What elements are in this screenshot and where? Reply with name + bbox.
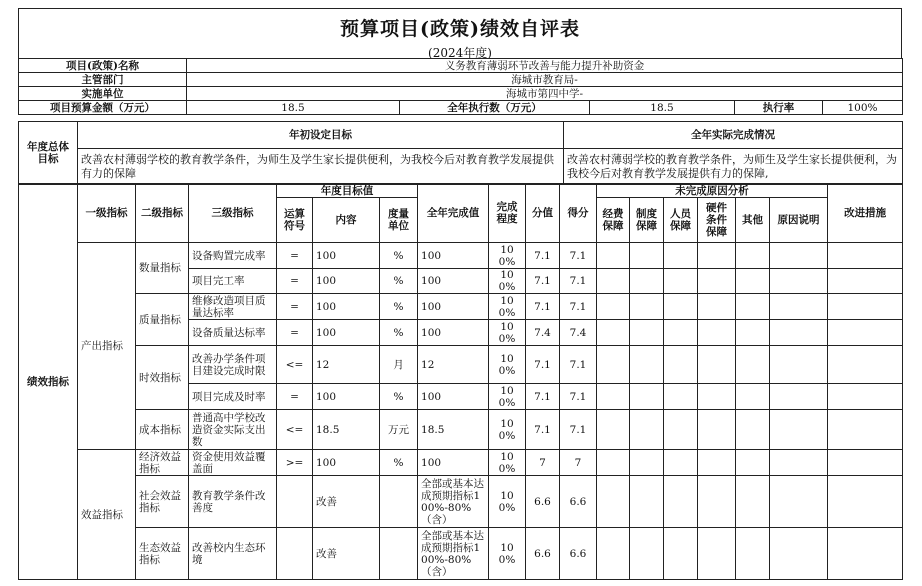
hdr-reason-group: 未完成原因分析: [597, 184, 828, 198]
reason-cell: [630, 476, 664, 528]
reason-cell: [736, 384, 770, 410]
l3-cell: 教育教学条件改善度: [189, 476, 277, 528]
reason-cell: [630, 243, 664, 269]
improve-cell: [828, 384, 903, 410]
reason-cell: [597, 450, 630, 476]
op-cell: [277, 476, 313, 528]
annual-cell: 100: [418, 450, 489, 476]
improve-cell: [828, 294, 903, 320]
reason-cell: [597, 476, 630, 528]
l3-cell: 改善校内生态环境: [189, 528, 277, 580]
unit-cell: [380, 528, 418, 580]
unit-cell: %: [380, 450, 418, 476]
table-row: [19, 294, 903, 320]
l3-cell: 设备购置完成率: [189, 243, 277, 269]
score-cell: 7.1: [560, 294, 597, 320]
reason-cell: [770, 269, 828, 294]
op-cell: =: [277, 384, 313, 410]
degree-cell: 100%: [489, 294, 526, 320]
goal-header-row: [19, 122, 903, 149]
reason-cell: [597, 384, 630, 410]
improve-cell: [828, 450, 903, 476]
l2-quality: 质量指标: [136, 294, 189, 346]
reason-cell: [630, 294, 664, 320]
table-row: [19, 528, 903, 580]
reason-cell: [630, 320, 664, 346]
degree-cell: 100%: [489, 320, 526, 346]
unit-label: 实施单位: [19, 87, 187, 101]
l3-cell: 资金使用效益覆盖面: [189, 450, 277, 476]
hdr-degree: 完成程度: [489, 184, 526, 243]
reason-cell: [630, 450, 664, 476]
reason-cell: [770, 294, 828, 320]
goal-text-row: [19, 149, 903, 185]
reason-cell: [597, 320, 630, 346]
improve-cell: [828, 243, 903, 269]
reason-cell: [630, 346, 664, 384]
score-cell: 6.6: [560, 528, 597, 580]
degree-cell: 100%: [489, 269, 526, 294]
score-cell: 7.1: [560, 269, 597, 294]
unit-value: 海城市第四中学-: [187, 87, 903, 101]
op-cell: =: [277, 320, 313, 346]
annual-cell: 100: [418, 384, 489, 410]
annual-cell: 100: [418, 243, 489, 269]
unit-cell: %: [380, 243, 418, 269]
reason-cell: [736, 450, 770, 476]
reason-cell: [597, 346, 630, 384]
report-year: (2024年度): [428, 46, 492, 60]
degree-cell: 100%: [489, 410, 526, 450]
hdr-l1: 一级指标: [78, 184, 136, 243]
reason-cell: [664, 320, 698, 346]
annual-cell: 18.5: [418, 410, 489, 450]
reason-cell: [736, 476, 770, 528]
hdr-reason-staff: 人员保障: [664, 198, 698, 243]
reason-cell: [698, 320, 736, 346]
rate-value: 100%: [823, 101, 903, 115]
reason-cell: [630, 269, 664, 294]
budget-row: [19, 101, 903, 115]
exec-value: 18.5: [590, 101, 735, 115]
table-row: [19, 476, 903, 528]
l3-cell: 设备质量达标率: [189, 320, 277, 346]
table-row: [19, 346, 903, 384]
unit-cell: %: [380, 269, 418, 294]
l2-economic: 经济效益指标: [136, 450, 189, 476]
reason-cell: [698, 269, 736, 294]
reason-cell: [597, 269, 630, 294]
l2-timeliness: 时效指标: [136, 346, 189, 410]
hdr-reason-funds: 经费保障: [597, 198, 630, 243]
l2-quantity: 数量指标: [136, 243, 189, 294]
weight-cell: 6.6: [526, 476, 560, 528]
l3-cell: 改善办学条件项目建设完成时限: [189, 346, 277, 384]
unit-cell: [380, 476, 418, 528]
goal-initial-label: 年初设定目标: [78, 122, 564, 149]
goal-actual-text: 改善农村薄弱学校的教育教学条件，为师生及学生家长提供便利，为我校今后对教育教学发展提供有力的保障,: [564, 149, 903, 185]
content-cell: 改善: [313, 528, 380, 580]
unit-cell: 万元: [380, 410, 418, 450]
improve-cell: [828, 346, 903, 384]
reason-cell: [698, 384, 736, 410]
reason-cell: [597, 243, 630, 269]
table-row: [19, 410, 903, 450]
reason-cell: [597, 528, 630, 580]
weight-cell: 7.4: [526, 320, 560, 346]
project-label: 项目(政策)名称: [19, 59, 187, 73]
l2-eco: 生态效益指标: [136, 528, 189, 580]
reason-cell: [770, 528, 828, 580]
content-cell: 12: [313, 346, 380, 384]
hdr-score: 得分: [560, 184, 597, 243]
reason-cell: [664, 528, 698, 580]
reason-cell: [664, 450, 698, 476]
dept-value: 海城市教育局-: [187, 73, 903, 87]
reason-cell: [664, 476, 698, 528]
hdr-unit: 度量单位: [380, 198, 418, 243]
reason-cell: [698, 410, 736, 450]
hdr-annual: 全年完成值: [418, 184, 489, 243]
table-row: [19, 450, 903, 476]
improve-cell: [828, 410, 903, 450]
improve-cell: [828, 476, 903, 528]
score-cell: 7: [560, 450, 597, 476]
hdr-op: 运算符号: [277, 198, 313, 243]
improve-cell: [828, 320, 903, 346]
reason-cell: [664, 346, 698, 384]
reason-cell: [698, 294, 736, 320]
annual-cell: 12: [418, 346, 489, 384]
hdr-reason-hardware: 硬件条件保障: [698, 198, 736, 243]
content-cell: 100: [313, 294, 380, 320]
unit-cell: 月: [380, 346, 418, 384]
unit-cell: %: [380, 320, 418, 346]
metrics-header-row-1: [19, 184, 903, 198]
reason-cell: [736, 410, 770, 450]
reason-cell: [770, 450, 828, 476]
op-cell: [277, 528, 313, 580]
weight-cell: 7.1: [526, 384, 560, 410]
metrics-table: [18, 183, 903, 580]
reason-cell: [630, 528, 664, 580]
hdr-weight: 分值: [526, 184, 560, 243]
budget-label: 项目预算金额（万元）: [19, 101, 187, 115]
reason-cell: [770, 346, 828, 384]
goal-initial-text: 改善农村薄弱学校的教育教学条件，为师生及学生家长提供便利，为我校今后对教育教学发展提供有力的保障: [78, 149, 564, 185]
score-cell: 7.1: [560, 243, 597, 269]
annual-cell: 100: [418, 269, 489, 294]
l3-cell: 项目完成及时率: [189, 384, 277, 410]
reason-cell: [770, 320, 828, 346]
info-table: [18, 58, 903, 115]
improve-cell: [828, 528, 903, 580]
degree-cell: 100%: [489, 528, 526, 580]
reason-cell: [664, 243, 698, 269]
goal-actual-label: 全年实际完成情况: [564, 122, 903, 149]
reason-cell: [770, 476, 828, 528]
reason-cell: [770, 243, 828, 269]
reason-cell: [698, 450, 736, 476]
reason-cell: [664, 269, 698, 294]
weight-cell: 7.1: [526, 269, 560, 294]
op-cell: >=: [277, 450, 313, 476]
hdr-target-group: 年度目标值: [277, 184, 418, 198]
annual-cell: 100: [418, 294, 489, 320]
reason-cell: [664, 294, 698, 320]
degree-cell: 100%: [489, 243, 526, 269]
reason-cell: [770, 384, 828, 410]
budget-value: 18.5: [187, 101, 400, 115]
reason-cell: [664, 384, 698, 410]
content-cell: 100: [313, 320, 380, 346]
weight-cell: 7.1: [526, 243, 560, 269]
reason-cell: [597, 410, 630, 450]
reason-cell: [698, 528, 736, 580]
reason-cell: [698, 346, 736, 384]
score-cell: 7.1: [560, 384, 597, 410]
unit-row: [19, 87, 903, 101]
op-cell: =: [277, 294, 313, 320]
degree-cell: 100%: [489, 346, 526, 384]
l3-cell: 项目完工率: [189, 269, 277, 294]
unit-cell: %: [380, 384, 418, 410]
content-cell: 100: [313, 384, 380, 410]
score-cell: 7.1: [560, 346, 597, 384]
unit-cell: %: [380, 294, 418, 320]
exec-label: 全年执行数（万元）: [400, 101, 590, 115]
weight-cell: 7.1: [526, 346, 560, 384]
op-cell: <=: [277, 346, 313, 384]
reason-cell: [597, 294, 630, 320]
content-cell: 改善: [313, 476, 380, 528]
hdr-l3: 三级指标: [189, 184, 277, 243]
metrics-section-label: 绩效指标: [19, 184, 78, 580]
content-cell: 18.5: [313, 410, 380, 450]
hdr-improve: 改进措施: [828, 184, 903, 243]
op-cell: =: [277, 269, 313, 294]
l2-cost: 成本指标: [136, 410, 189, 450]
project-row: [19, 59, 903, 73]
reason-cell: [736, 346, 770, 384]
degree-cell: 100%: [489, 384, 526, 410]
hdr-l2: 二级指标: [136, 184, 189, 243]
content-cell: 100: [313, 450, 380, 476]
hdr-reason-system: 制度保障: [630, 198, 664, 243]
reason-cell: [698, 476, 736, 528]
score-cell: 7.4: [560, 320, 597, 346]
dept-row: [19, 73, 903, 87]
weight-cell: 6.6: [526, 528, 560, 580]
page-title: 预算项目(政策)绩效自评表: [340, 18, 580, 40]
hdr-reason-note: 原因说明: [770, 198, 828, 243]
score-cell: 6.6: [560, 476, 597, 528]
annual-cell: 全部或基本达成预期指标100%-80%（含）: [418, 528, 489, 580]
reason-cell: [630, 410, 664, 450]
dept-label: 主管部门: [19, 73, 187, 87]
reason-cell: [630, 384, 664, 410]
op-cell: =: [277, 243, 313, 269]
reason-cell: [664, 410, 698, 450]
reason-cell: [736, 294, 770, 320]
l2-social: 社会效益指标: [136, 476, 189, 528]
degree-cell: 100%: [489, 476, 526, 528]
goal-row-label: 年度总体目标: [19, 122, 78, 185]
l1-effect: 效益指标: [78, 450, 136, 580]
content-cell: 100: [313, 243, 380, 269]
reason-cell: [736, 269, 770, 294]
l1-output: 产出指标: [78, 243, 136, 450]
op-cell: <=: [277, 410, 313, 450]
reason-cell: [736, 243, 770, 269]
reason-cell: [698, 243, 736, 269]
l3-cell: 维修改造项目质量达标率: [189, 294, 277, 320]
content-cell: 100: [313, 269, 380, 294]
improve-cell: [828, 269, 903, 294]
reason-cell: [736, 528, 770, 580]
table-row: [19, 243, 903, 269]
weight-cell: 7: [526, 450, 560, 476]
weight-cell: 7.1: [526, 410, 560, 450]
hdr-reason-other: 其他: [736, 198, 770, 243]
reason-cell: [770, 410, 828, 450]
project-value: 义务教育薄弱环节改善与能力提升补助资金: [187, 59, 903, 73]
reason-cell: [736, 320, 770, 346]
score-cell: 7.1: [560, 410, 597, 450]
weight-cell: 7.1: [526, 294, 560, 320]
rate-label: 执行率: [735, 101, 823, 115]
l3-cell: 普通高中学校改造资金实际支出数: [189, 410, 277, 450]
annual-cell: 100: [418, 320, 489, 346]
goal-table: [18, 121, 903, 185]
hdr-content: 内容: [313, 198, 380, 243]
degree-cell: 100%: [489, 450, 526, 476]
annual-cell: 全部或基本达成预期指标100%-80%（含）: [418, 476, 489, 528]
